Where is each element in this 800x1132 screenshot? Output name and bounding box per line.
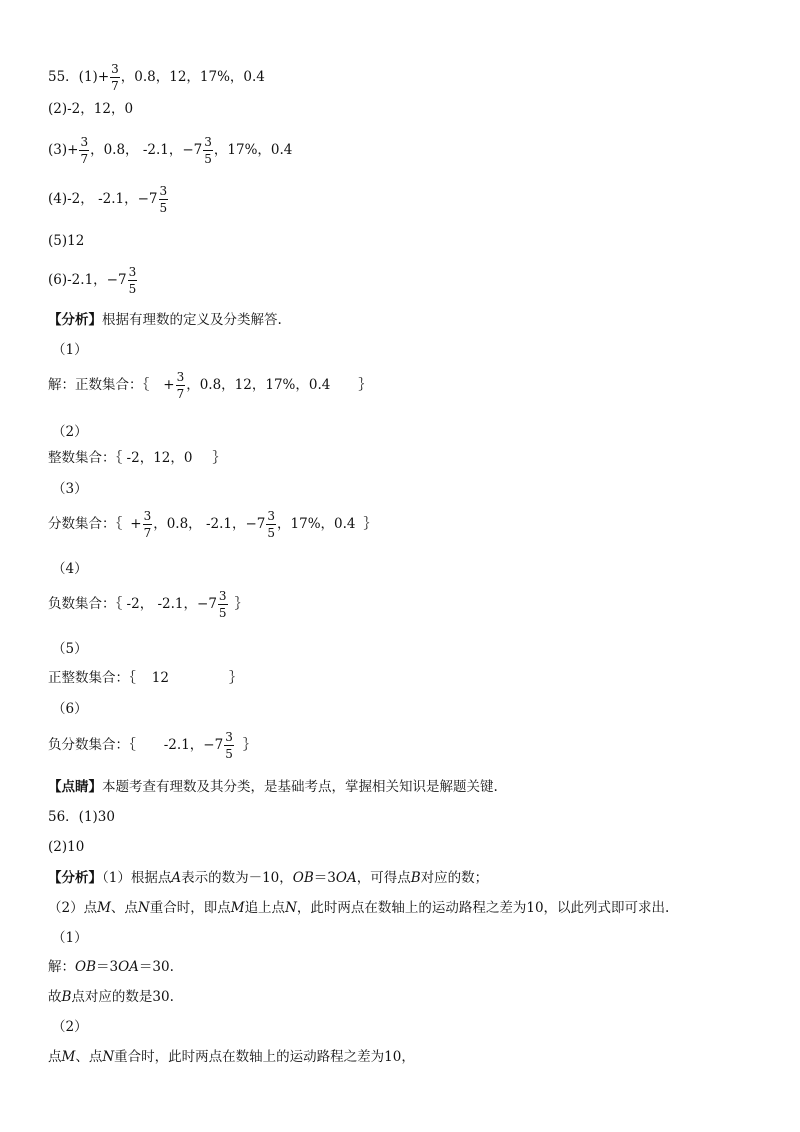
- q55-sol-4-label: （4）: [52, 561, 88, 577]
- text: 点对应的数是30.: [71, 989, 174, 1005]
- q56-sol-1-line-1: [48, 961, 174, 975]
- q56-sol-2-line-1: [48, 1051, 415, 1065]
- q55-comment: [48, 781, 498, 795]
- q55-sol-2-label: （2）: [52, 424, 88, 440]
- q56-answer-1: 56．(1)30: [48, 809, 115, 825]
- set-prefix: 整数集合：｛ -2，12，0: [48, 450, 193, 466]
- denominator: 5: [204, 152, 212, 166]
- segment-oa: OA: [118, 959, 139, 975]
- set-close: ｝: [212, 450, 226, 466]
- fraction: [218, 590, 228, 619]
- set-close: ｝: [358, 377, 372, 393]
- set-rest: ，17%，0.4: [277, 516, 356, 532]
- q55-sol-5: [48, 672, 242, 686]
- numerator: 3: [143, 509, 152, 523]
- point-b: B: [410, 870, 421, 886]
- segment-ob: OB: [75, 959, 96, 975]
- q55-answer-4: [48, 185, 169, 214]
- numerator: 3: [267, 509, 276, 523]
- point-n: N: [285, 900, 297, 916]
- fraction: [159, 185, 169, 214]
- denominator: 5: [267, 526, 276, 540]
- mixed-whole: −7: [245, 516, 266, 532]
- q56-sol-1-label: （1）: [52, 930, 88, 946]
- q55-answer-2: (2)-2，12，0: [48, 101, 134, 117]
- mixed-whole: −7: [197, 596, 217, 612]
- numerator: 3: [225, 730, 233, 744]
- fraction: [79, 136, 89, 165]
- set-prefix: 负分数集合：｛: [48, 737, 136, 753]
- text: 解：: [48, 959, 75, 975]
- denominator: 7: [176, 387, 185, 401]
- text: ＝3: [313, 870, 336, 886]
- mixed-whole: −7: [106, 272, 127, 288]
- numerator: 3: [204, 135, 212, 149]
- sign: +: [130, 516, 142, 532]
- set-prefix: 分数集合：｛: [48, 516, 123, 532]
- text: 故: [48, 989, 62, 1005]
- fraction: [176, 371, 186, 400]
- segment-ob: OB: [292, 870, 314, 886]
- q55-sol-1: [48, 371, 372, 400]
- comment-tag: 【点睛】: [48, 779, 102, 795]
- denominator: 5: [159, 201, 168, 215]
- denominator: 5: [225, 747, 233, 761]
- mixed-whole: −7: [203, 737, 224, 753]
- q56-answer-2: (2)10: [48, 839, 85, 855]
- answer-label: (3): [48, 142, 68, 158]
- q55-sol-6-label: （6）: [52, 701, 88, 717]
- q55-sol-2: [48, 452, 226, 466]
- q55-answer-5: (5)12: [48, 233, 85, 249]
- analysis-text: 根据有理数的定义及分类解答.: [102, 312, 282, 328]
- q56-sol-1-line-2: [48, 991, 174, 1005]
- fraction: [224, 731, 234, 760]
- fraction: [110, 63, 120, 92]
- denominator: 7: [111, 79, 119, 93]
- fraction: [128, 266, 138, 295]
- set-close: ｝: [242, 737, 257, 753]
- answer-label: 55．(1): [48, 69, 98, 85]
- numerator: 3: [128, 265, 137, 279]
- point-a: A: [171, 870, 182, 886]
- text: （2）点: [48, 900, 98, 916]
- q55-sol-6: [48, 731, 256, 760]
- set-prefix: 负数集合：｛ -2， -2.1，: [48, 596, 198, 612]
- mixed-whole: −7: [182, 142, 203, 158]
- q55-sol-4: [48, 590, 248, 619]
- text: ＝3: [96, 959, 119, 975]
- q56-sol-2-label: （2）: [52, 1019, 88, 1035]
- q55-analysis: [48, 314, 282, 328]
- point-m: M: [61, 1049, 76, 1065]
- comment-text: 本题考查有理数及其分类，是基础考点，掌握相关知识是解题关键.: [102, 779, 498, 795]
- denominator: 5: [218, 606, 227, 620]
- q56-analysis-2: [48, 902, 669, 916]
- sign: +: [163, 377, 175, 393]
- text: 重合时，即点: [149, 900, 231, 916]
- analysis-tag: 【分析】: [48, 312, 102, 328]
- numerator: 3: [176, 370, 185, 384]
- text: ＝30.: [138, 959, 174, 975]
- q55-sol-5-label: （5）: [52, 641, 88, 657]
- answer-rest: ，0.8，12，17%，0.4: [120, 69, 265, 85]
- q55-answer-3: [48, 136, 292, 165]
- text: 、点: [110, 900, 138, 916]
- text: ，此时两点在数轴上的运动路程之差为10，以此列式即可求出.: [296, 900, 670, 916]
- text: 表示的数为－10，: [181, 870, 293, 886]
- mixed-whole: −7: [137, 191, 158, 207]
- q55-answer-6: [48, 266, 138, 295]
- segment-oa: OA: [335, 870, 357, 886]
- q55-answer-1: [48, 63, 265, 92]
- fraction: [203, 136, 213, 165]
- q55-sol-3-label: （3）: [52, 481, 88, 497]
- fraction: [143, 510, 153, 539]
- numerator: 3: [111, 62, 119, 76]
- q56-analysis-1: [48, 872, 488, 886]
- text: （1）根据点: [102, 870, 172, 886]
- answer-label: (6)-2.1，: [48, 272, 107, 288]
- sign: +: [67, 142, 79, 158]
- set-prefix: 解：正数集合：｛: [48, 377, 150, 393]
- text: 对应的数；: [420, 870, 489, 886]
- answer-mid: ，0.8， -2.1，: [90, 142, 183, 158]
- denominator: 7: [143, 526, 152, 540]
- set-value: -2.1，: [163, 737, 204, 753]
- q55-sol-1-label: （1）: [52, 342, 88, 358]
- set-prefix: 正整数集合：｛: [48, 670, 136, 686]
- numerator: 3: [218, 589, 227, 603]
- point-m: M: [230, 900, 245, 916]
- set-close: ｝: [228, 670, 243, 686]
- fraction: [266, 510, 276, 539]
- point-n: N: [102, 1049, 115, 1065]
- text: 重合时，此时两点在数轴上的运动路程之差为10，: [114, 1049, 415, 1065]
- denominator: 5: [128, 282, 137, 296]
- text: ，可得点: [356, 870, 411, 886]
- text: 点: [48, 1049, 62, 1065]
- numerator: 3: [80, 135, 89, 149]
- set-rest: ，0.8，12，17%，0.4: [186, 377, 331, 393]
- set-close: ｝: [363, 516, 378, 532]
- analysis-tag: 【分析】: [48, 870, 102, 886]
- point-n: N: [137, 900, 150, 916]
- sign: +: [97, 69, 110, 85]
- q55-sol-3: [48, 510, 377, 539]
- answer-rest: ，17%，0.4: [213, 142, 293, 158]
- set-mid: ，0.8， -2.1，: [153, 516, 246, 532]
- point-m: M: [97, 900, 111, 916]
- denominator: 7: [80, 152, 89, 166]
- answer-label: (4)-2， -2.1，: [48, 191, 138, 207]
- text: 追上点: [244, 900, 286, 916]
- text: 、点: [75, 1049, 103, 1065]
- point-b: B: [61, 989, 72, 1005]
- set-value: 12: [151, 670, 169, 686]
- numerator: 3: [159, 184, 168, 198]
- set-close: ｝: [234, 596, 249, 612]
